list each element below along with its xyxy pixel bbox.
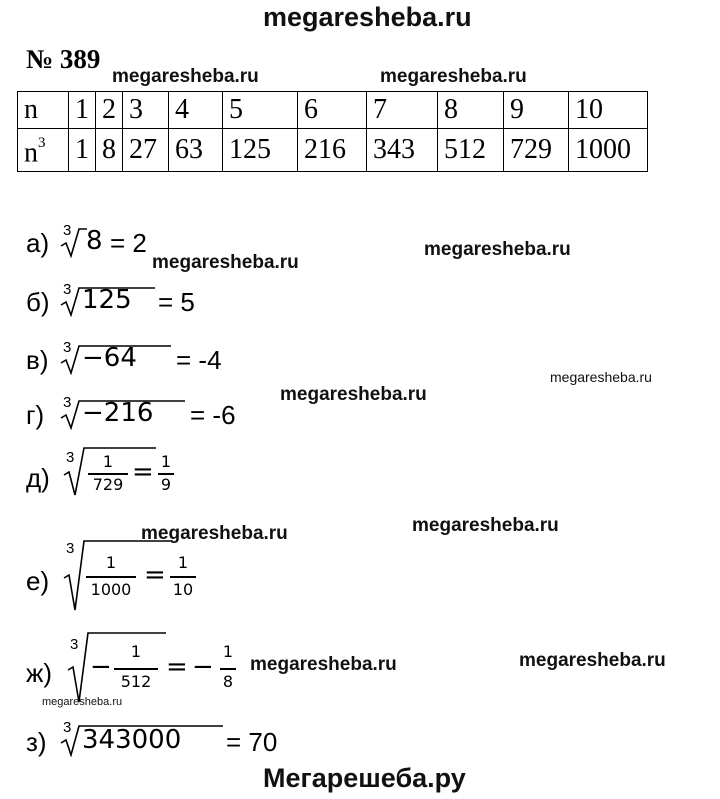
item-label: ж) — [26, 658, 53, 688]
result: = 5 — [158, 287, 195, 317]
minus-sign: − — [192, 652, 214, 682]
equals-sign: = — [132, 457, 154, 487]
table-cell: 8 — [96, 129, 123, 172]
table-cell: 3 — [123, 92, 169, 129]
watermark: megaresheba.ru — [112, 66, 259, 87]
root-index: 3 — [70, 636, 79, 653]
table-cell: 1000 — [569, 129, 648, 172]
equals-sign: = — [144, 560, 166, 590]
table-row — [18, 129, 648, 172]
table-cell: 125 — [223, 129, 298, 172]
fraction-bar — [220, 668, 236, 670]
item-label: в) — [26, 345, 49, 375]
fraction-numerator: 1 — [102, 452, 114, 471]
table-cell: 10 — [569, 92, 648, 129]
table-cell: 343 — [367, 129, 438, 172]
item-label: б) — [26, 287, 50, 317]
item-d — [26, 447, 226, 497]
table-cell: 7 — [367, 92, 438, 129]
header-watermark: megaresheba.ru — [263, 2, 472, 32]
item-label: е) — [26, 566, 50, 596]
fraction-denominator: 1000 — [90, 580, 132, 599]
item-b — [26, 283, 266, 319]
fraction-bar — [86, 576, 136, 578]
watermark: megaresheba.ru — [280, 384, 427, 405]
result: = -6 — [190, 400, 236, 430]
item-label: з) — [26, 727, 47, 757]
radicand: −216 — [82, 398, 154, 428]
item-label: д) — [26, 463, 50, 493]
item-a — [26, 224, 246, 260]
root-index: 3 — [63, 339, 72, 356]
root-index: 3 — [63, 719, 72, 736]
root-index: 3 — [66, 449, 75, 466]
cube-exponent: 3 — [38, 135, 46, 151]
fraction-denominator: 512 — [120, 672, 152, 691]
table-cell: 9 — [504, 92, 569, 129]
table-cell: 729 — [504, 129, 569, 172]
radical-sign-icon — [59, 228, 87, 258]
item-zh — [26, 632, 246, 702]
result: = 70 — [226, 727, 278, 757]
root-index: 3 — [63, 281, 72, 298]
watermark: megaresheba.ru — [152, 252, 299, 273]
fraction-denominator: 9 — [160, 475, 172, 494]
radicand: 343000 — [82, 725, 182, 755]
cubes-table — [17, 91, 648, 172]
radicand: 125 — [82, 285, 132, 315]
table-cell: 8 — [438, 92, 504, 129]
watermark: megaresheba.ru — [550, 369, 652, 385]
item-v — [26, 341, 266, 377]
root-index: 3 — [66, 540, 75, 557]
fraction-numerator: 1 — [222, 642, 234, 661]
result: = 2 — [110, 228, 147, 258]
table-cell: 2 — [96, 92, 123, 129]
item-label: г) — [26, 400, 45, 430]
watermark: megaresheba.ru — [424, 239, 571, 260]
item-z — [26, 719, 306, 759]
table-cell: 512 — [438, 129, 504, 172]
table-cell: 6 — [298, 92, 367, 129]
table-cell: 1 — [69, 129, 96, 172]
root-index: 3 — [63, 394, 72, 411]
n-label: n — [24, 137, 38, 169]
result: = -4 — [176, 345, 222, 375]
fraction-denominator: 729 — [92, 475, 124, 494]
fraction-numerator: 1 — [160, 452, 172, 471]
item-label: а) — [26, 228, 50, 258]
table-cell: 216 — [298, 129, 367, 172]
table-cell: 4 — [169, 92, 223, 129]
fraction-numerator: 1 — [177, 553, 189, 572]
watermark: megaresheba.ru — [141, 523, 288, 544]
table-row-label: n — [18, 92, 69, 129]
watermark: megaresheba.ru — [250, 654, 397, 675]
table-cell: 63 — [169, 129, 223, 172]
fraction-numerator: 1 — [105, 553, 117, 572]
item-g — [26, 396, 266, 432]
fraction-denominator: 8 — [222, 672, 234, 691]
table-cell: 27 — [123, 129, 169, 172]
fraction-bar — [114, 668, 158, 670]
item-e — [26, 540, 226, 610]
watermark: megaresheba.ru — [42, 696, 123, 708]
radicand: 8 — [86, 226, 103, 256]
table-row-label — [18, 129, 69, 172]
fraction-numerator: 1 — [130, 642, 142, 661]
fraction-denominator: 10 — [172, 580, 194, 599]
radicand: −64 — [82, 343, 137, 373]
fraction-bar — [170, 576, 196, 578]
watermark: megaresheba.ru — [412, 515, 559, 536]
watermark: megaresheba.ru — [519, 650, 666, 671]
minus-sign: − — [90, 652, 112, 682]
equals-sign: = — [166, 652, 188, 682]
table-row — [18, 92, 648, 129]
footer-watermark: Мегарешеба.ру — [263, 763, 466, 793]
table-cell: 1 — [69, 92, 96, 129]
root-index: 3 — [63, 222, 72, 239]
table-cell: 5 — [223, 92, 298, 129]
watermark: megaresheba.ru — [380, 66, 527, 87]
exercise-number: № 389 — [26, 44, 101, 74]
